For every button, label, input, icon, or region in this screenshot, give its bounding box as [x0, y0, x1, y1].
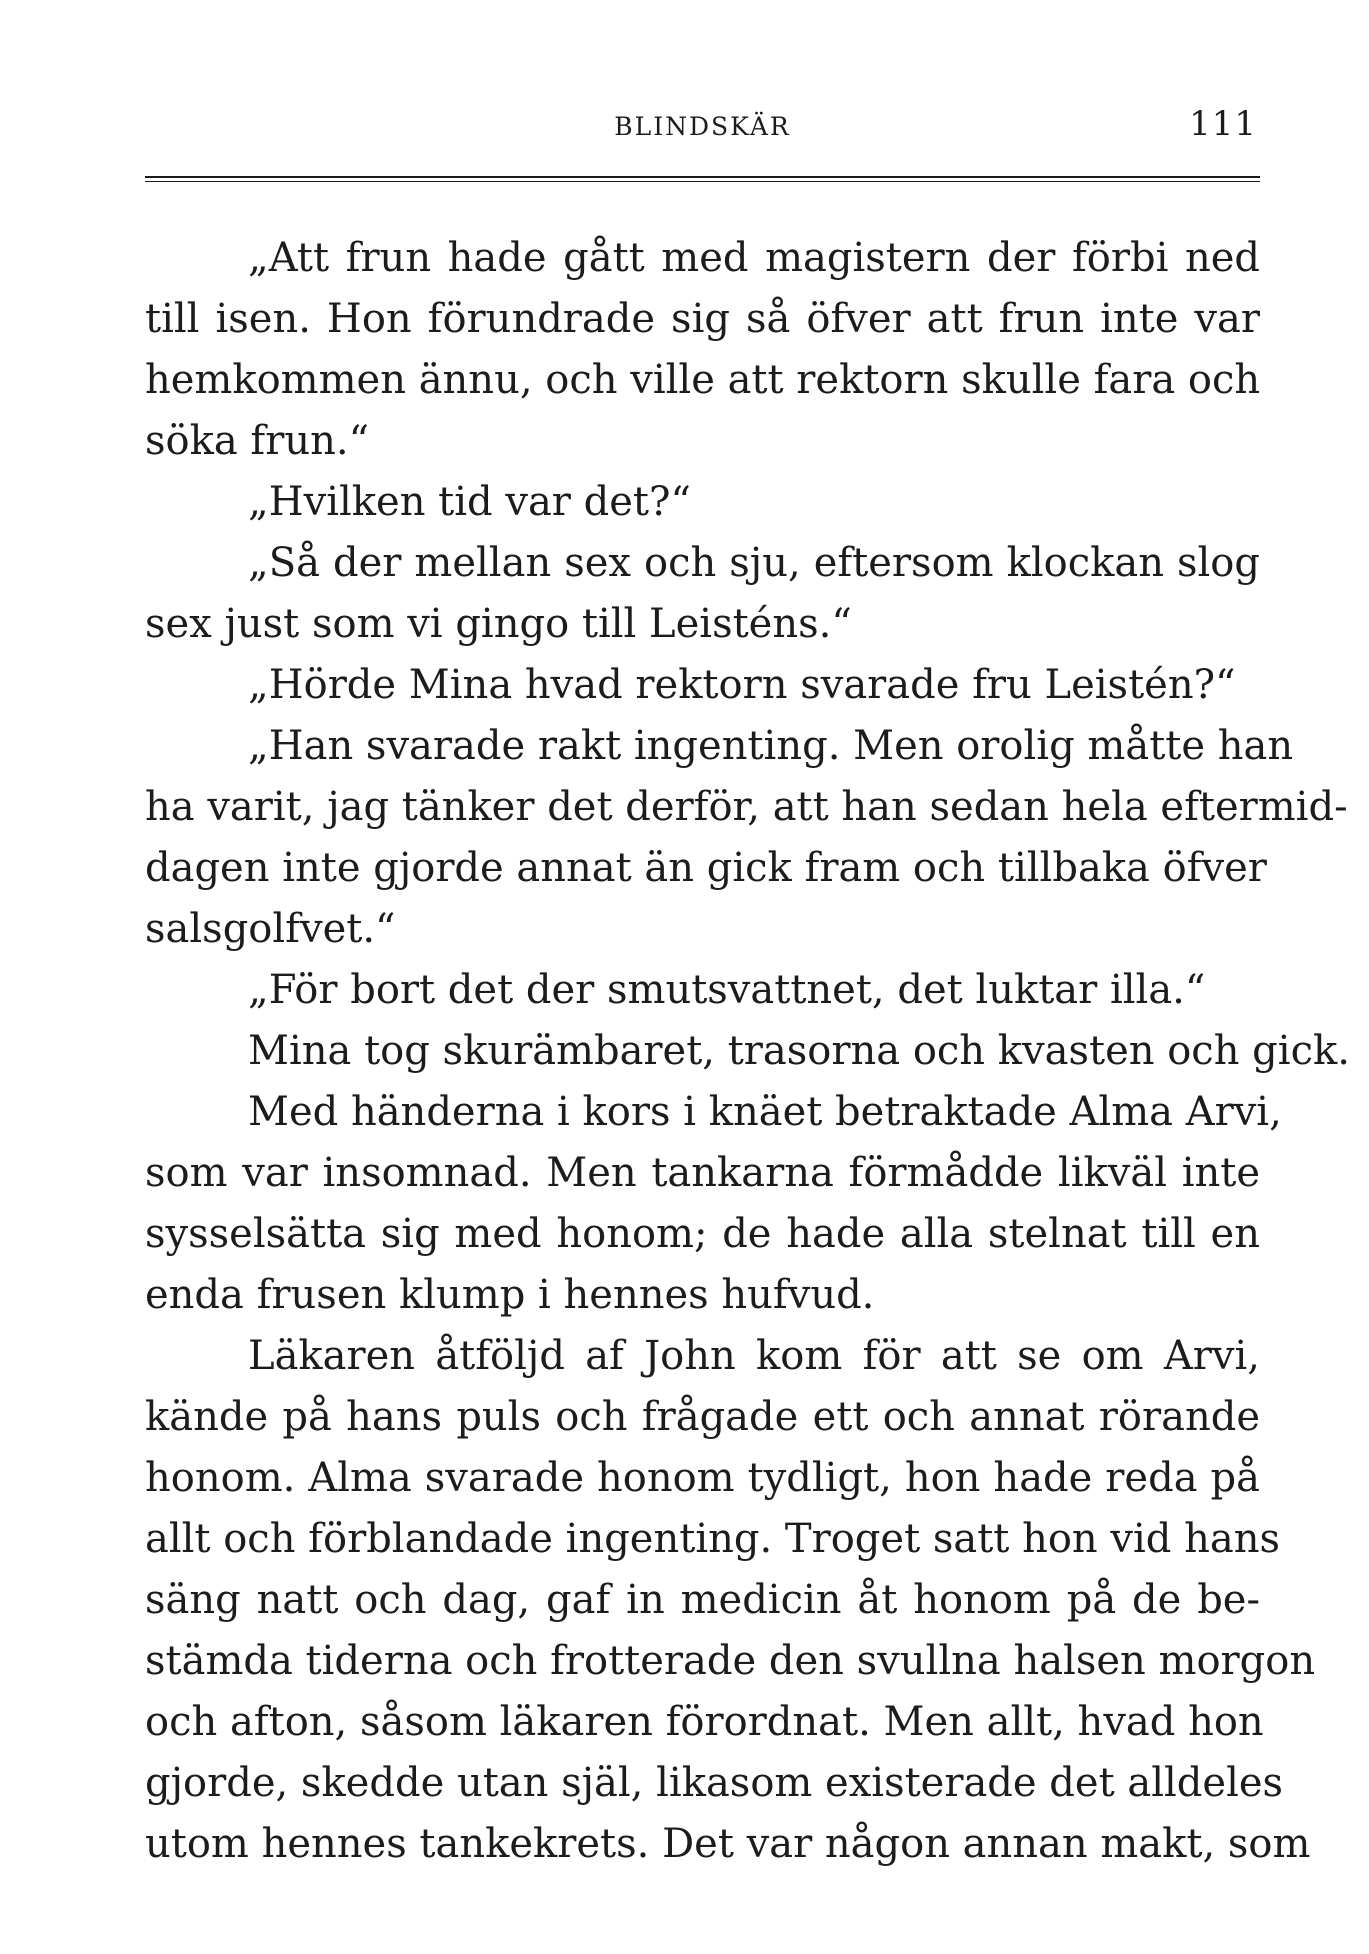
text-line: „Han svarade rakt ingenting. Men orolig måtte han	[248, 723, 1294, 769]
text-line: Med händerna i kors i knäet betraktade Alma Arvi,	[248, 1089, 1282, 1135]
text-line: kände på hans puls och frågade ett och annat rörande	[145, 1394, 1260, 1440]
text-line: „Hörde Mina hvad rektorn svarade fru Leistén?“	[248, 662, 1236, 708]
text-line: stämda tiderna och frotterade den svullna halsen morgon	[145, 1638, 1316, 1684]
text-line: och afton, såsom läkaren förordnat. Men allt, hvad hon	[145, 1699, 1264, 1745]
text-line: „Att frun hade gått med magistern der förbi ned	[248, 235, 1260, 281]
text-line: hemkommen ännu, och ville att rektorn skulle fara och	[145, 357, 1261, 403]
text-line: utom hennes tankekrets. Det var någon annan makt, som	[145, 1821, 1311, 1867]
text-line: allt och förblandade ingenting. Troget satt hon vid hans	[145, 1516, 1281, 1562]
header-rule	[145, 176, 1260, 182]
page-number: 111	[1189, 104, 1257, 144]
text-line: Mina tog skurämbaret, trasorna och kvasten och gick.	[248, 1028, 1350, 1074]
text-line: som var insomnad. Men tankarna förmådde likväl inte	[145, 1150, 1260, 1196]
text-line: söka frun.“	[145, 418, 370, 464]
text-line: till isen. Hon förundrade sig så öfver att frun inte var	[145, 296, 1260, 342]
page-header	[145, 104, 1260, 148]
text-line: sex just som vi gingo till Leisténs.“	[145, 601, 852, 647]
text-line: salsgolfvet.“	[145, 906, 396, 952]
text-line: Läkaren åtföljd af John kom för att se om Arvi,	[248, 1333, 1260, 1379]
text-line: gjorde, skedde utan själ, likasom existerade det alldeles	[145, 1760, 1284, 1806]
text-line: „Hvilken tid var det?“	[248, 479, 691, 525]
text-line: ha varit, jag tänker det derför, att han sedan hela eftermid-	[145, 784, 1348, 830]
text-line: honom. Alma svarade honom tydligt, hon hade reda på	[145, 1455, 1260, 1501]
text-line: „För bort det der smutsvattnet, det luktar illa.“	[248, 967, 1206, 1013]
text-line: säng natt och dag, gaf in medicin åt honom på de be-	[145, 1577, 1260, 1623]
running-title: BLINDSKÄR	[614, 112, 791, 141]
text-line: dagen inte gjorde annat än gick fram och tillbaka öfver	[145, 845, 1267, 891]
text-line: sysselsätta sig med honom; de hade alla stelnat till en	[145, 1211, 1260, 1257]
text-line: „Så der mellan sex och sju, eftersom klockan slog	[248, 540, 1260, 586]
body-text	[145, 228, 1350, 1875]
text-line: enda frusen klump i hennes hufvud.	[145, 1272, 875, 1318]
